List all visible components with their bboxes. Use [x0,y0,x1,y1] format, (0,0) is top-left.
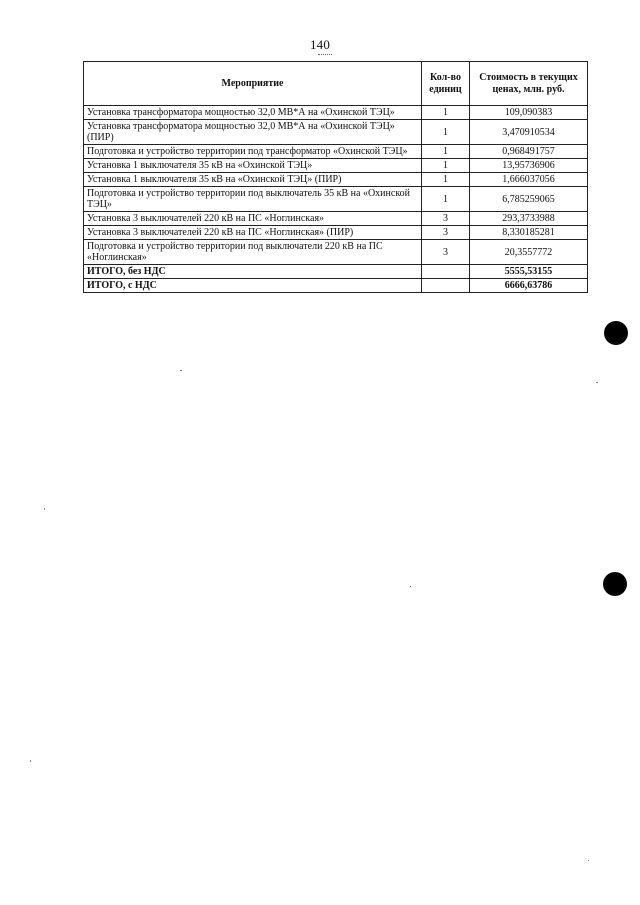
header-cost: Стоимость в текущих ценах, млн. руб. [470,62,588,106]
cell-cost: 293,3733988 [470,212,588,226]
cell-cost: 5555,53155 [470,265,588,279]
cell-name: ИТОГО, без НДС [84,265,422,279]
cell-qty [422,279,470,293]
cell-qty: 1 [422,187,470,212]
cell-qty: 1 [422,145,470,159]
punch-hole-bottom [603,572,627,596]
table-row [84,240,588,265]
cell-cost: 109,090383 [470,106,588,120]
table-body [84,106,588,293]
cell-name: ИТОГО, с НДС [84,279,422,293]
table-row [84,226,588,240]
cell-name: Установка трансформатора мощностью 32,0 МВ*А на «Охинской ТЭЦ» (ПИР) [84,120,422,145]
cost-table [83,61,588,293]
total-row [84,265,588,279]
cell-qty: 1 [422,173,470,187]
punch-hole-top [604,321,628,345]
cell-name: Установка 3 выключателей 220 кВ на ПС «Ноглинская» [84,212,422,226]
cell-cost: 6,785259065 [470,187,588,212]
cell-name: Установка 1 выключателя 35 кВ на «Охинской ТЭЦ» [84,159,422,173]
cell-cost: 8,330185281 [470,226,588,240]
cell-name: Установка 3 выключателей 220 кВ на ПС «Ноглинская» (ПИР) [84,226,422,240]
cell-cost: 3,470910534 [470,120,588,145]
cell-qty: 3 [422,212,470,226]
table-row [84,173,588,187]
scan-speck [588,860,589,861]
scan-speck [44,508,45,510]
cell-cost: 1,666037056 [470,173,588,187]
cell-qty: 1 [422,159,470,173]
cell-qty: 3 [422,226,470,240]
scan-speck [410,586,411,587]
cell-qty: 3 [422,240,470,265]
cell-name: Установка трансформатора мощностью 32,0 МВ*А на «Охинской ТЭЦ» [84,106,422,120]
cell-name: Подготовка и устройство территории под трансформатор «Охинской ТЭЦ» [84,145,422,159]
cell-cost: 6666,63786 [470,279,588,293]
scan-speck [180,370,182,371]
total-row [84,279,588,293]
header-qty: Кол-во единиц [422,62,470,106]
cell-qty: 1 [422,120,470,145]
scan-speck [30,760,31,762]
table-row [84,212,588,226]
cell-name: Подготовка и устройство территории под выключатель 35 кВ на «Охинской ТЭЦ» [84,187,422,212]
cell-qty: 1 [422,106,470,120]
header-name: Мероприятие [84,62,422,106]
cell-name: Подготовка и устройство территории под выключатели 220 кВ на ПС «Ноглинская» [84,240,422,265]
cell-cost: 13,95736906 [470,159,588,173]
cell-cost: 20,3557772 [470,240,588,265]
page-number-mark [318,54,332,56]
cell-qty [422,265,470,279]
scan-speck [596,382,598,383]
table-row [84,120,588,145]
table-row [84,145,588,159]
table-header-row [84,62,588,106]
page-number: 140 [309,37,331,52]
table-row [84,187,588,212]
cell-name: Установка 1 выключателя 35 кВ на «Охинской ТЭЦ» (ПИР) [84,173,422,187]
table-row [84,106,588,120]
table-row [84,159,588,173]
cell-cost: 0,968491757 [470,145,588,159]
